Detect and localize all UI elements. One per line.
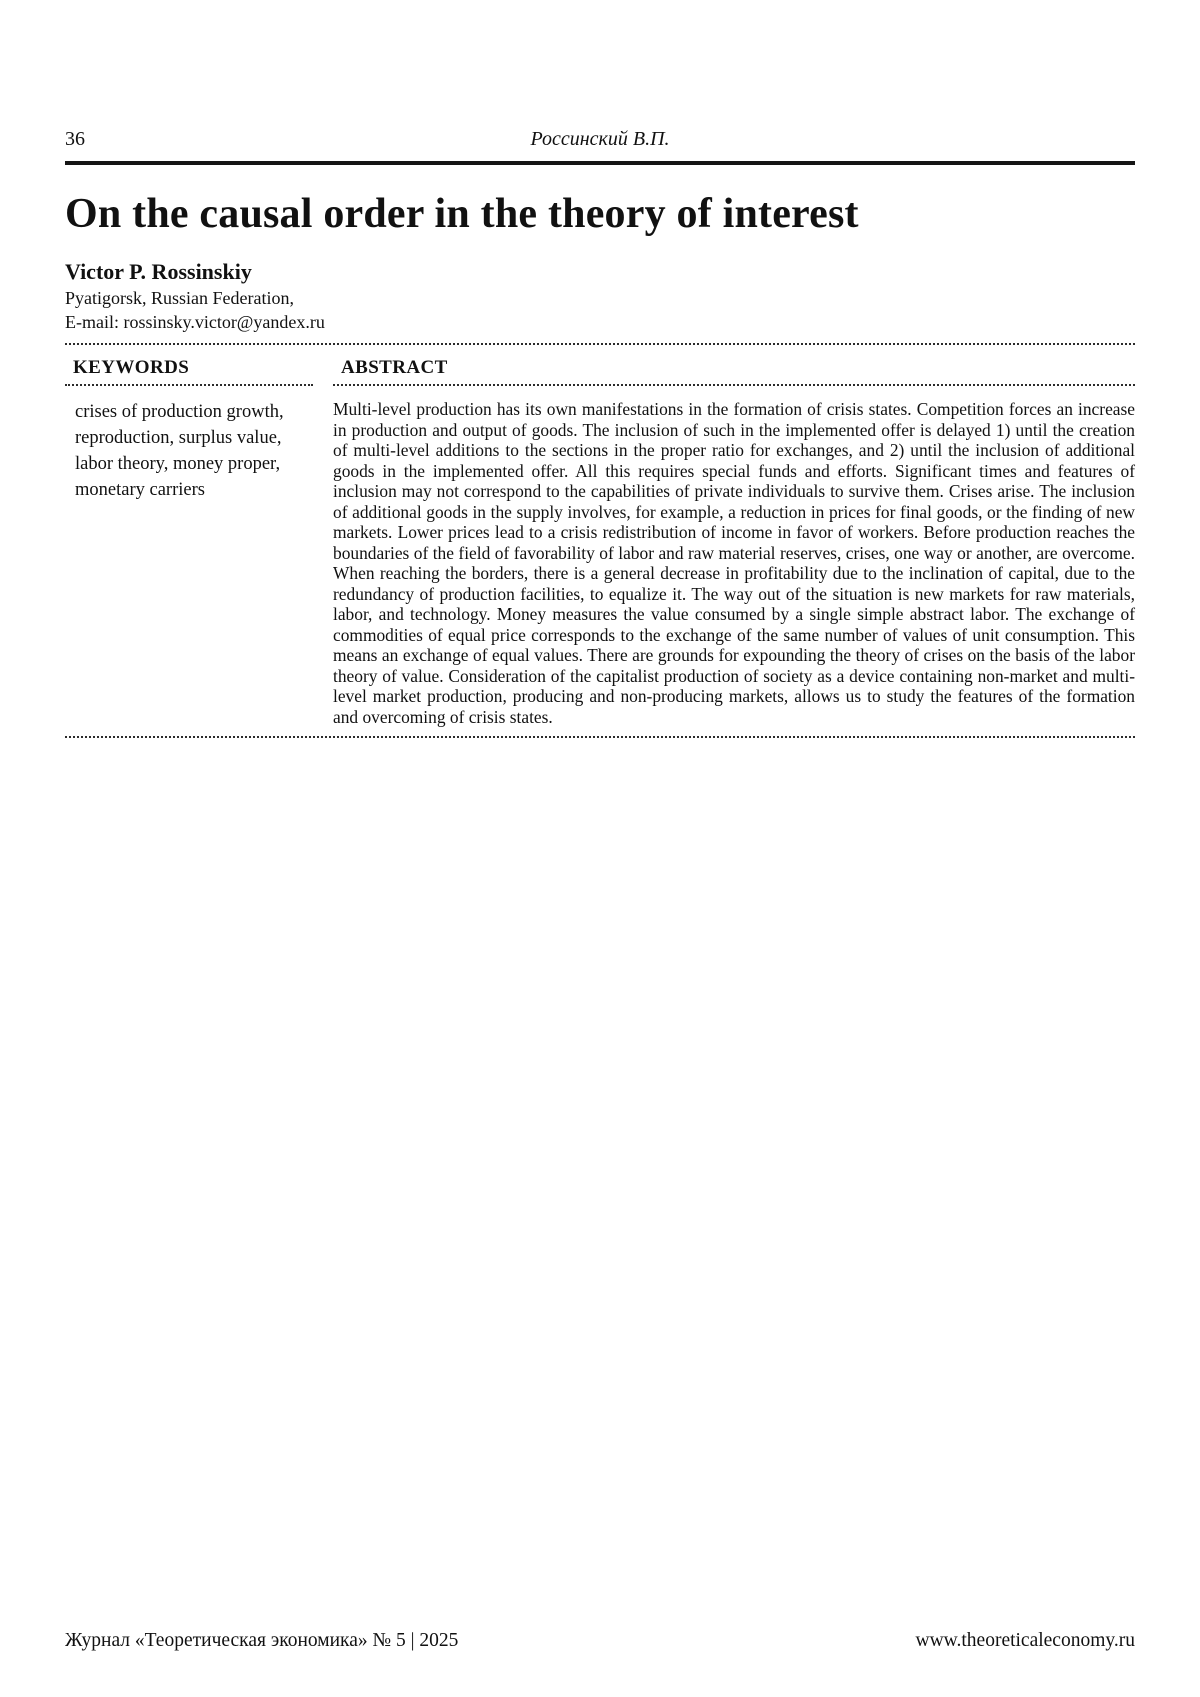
author-affiliation: Pyatigorsk, Russian Federation,	[65, 288, 294, 309]
running-header	[65, 128, 1135, 151]
keywords-abstract-block	[65, 357, 1135, 727]
footer-journal-title: Журнал «Теоретическая экономика» № 5 | 2025	[65, 1630, 459, 1651]
article-title: On the causal order in the theory of interest	[65, 191, 859, 237]
page-footer	[65, 1630, 1135, 1652]
keywords-text: crises of production growth, reproduction, surplus value, labor theory, money proper, monetary carriers	[75, 402, 284, 501]
header-rule	[65, 161, 1135, 165]
separator-dotted-bottom	[65, 736, 1135, 738]
keywords-column	[65, 357, 313, 727]
keywords-heading: KEYWORDS	[73, 357, 190, 379]
abstract-heading-rule	[333, 384, 1135, 386]
author-name: Victor P. Rossinskiy	[65, 259, 252, 285]
abstract-column	[333, 357, 1135, 727]
abstract-heading: ABSTRACT	[341, 357, 448, 379]
footer-website-link[interactable]: www.theoreticaleconomy.ru	[915, 1630, 1135, 1651]
keywords-heading-rule	[65, 384, 313, 386]
abstract-text: Multi-level production has its own manifestations in the formation of crisis states. Competition forces an increase in production and output of goods. The inclusion of such in the implemented offer is delayed 1) until the creation of multi-level additions to the sections in the proper ratio for exchanges, and 2) until the inclusion of additional goods in the implemented offer. All this requires special funds and efforts. Significant times and features of inclusion may not correspond to the capabilities of private individuals to survive them. Crises arise. The inclusion of additional goods in the supply involves, for example, a reduction in prices for final goods, or the finding of new markets. Lower prices lead to a crisis redistribution of income in favor of workers. Before production reaches the boundaries of the field of favorability of labor and raw material reserves, crises, one way or another, are overcome. When reaching the borders, there is a general decrease in profitability due to the inclination of capital, due to the redundancy of production facilities, to equalize it. The way out of the situation is new markets for raw materials, labor, and technology. Money measures the value consumed by a single simple abstract labor. The exchange of commodities of equal price corresponds to the exchange of the same number of values of unit consumption. This means an exchange of equal values. There are grounds for expounding the theory of crises on the basis of the labor theory of value. Consideration of the capitalist production of society as a device containing non-market and multi-level market production, producing and non-producing markets, allows us to study the features of the formation and overcoming of crisis states.	[333, 399, 1135, 727]
author-email-link[interactable]: E-mail: rossinsky.victor@yandex.ru	[65, 311, 325, 332]
running-head: Россинский В.П.	[530, 128, 670, 150]
separator-dotted-top	[65, 343, 1135, 345]
page-number: 36	[65, 128, 85, 150]
page-content	[0, 0, 1200, 738]
